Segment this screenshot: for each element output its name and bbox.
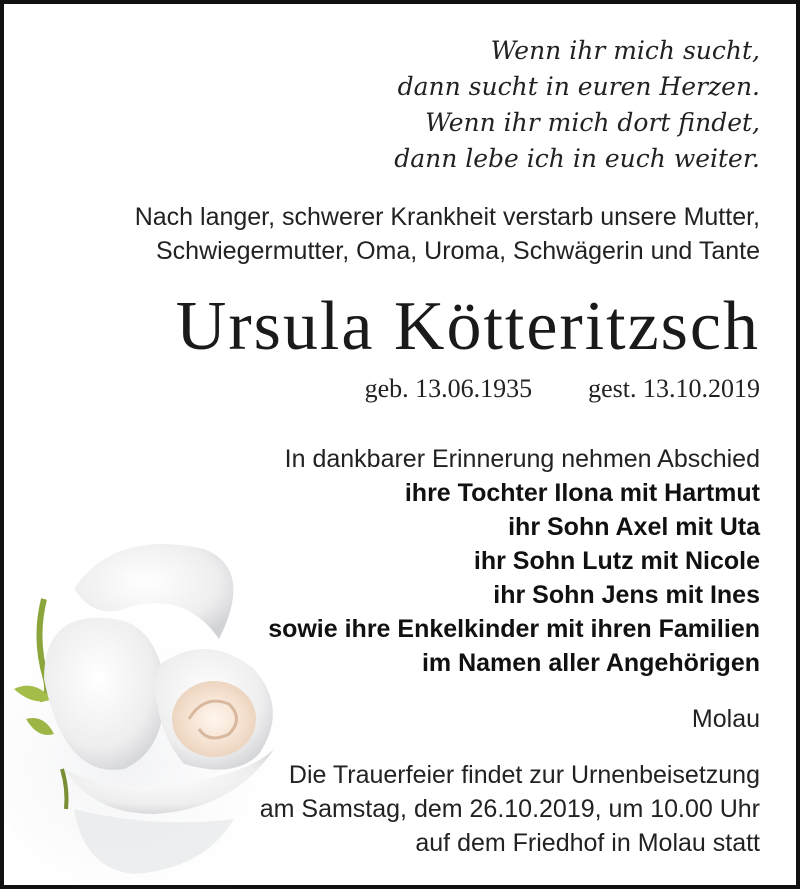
farewell-line: In dankbarer Erinnerung nehmen Abschied [284,445,760,473]
birth-date: geb. 13.06.1935 [364,374,533,403]
mourner-line: ihr Sohn Lutz mit Nicole [473,547,760,575]
mourner-line: im Namen aller Angehörigen [421,649,760,677]
funeral-line: am Samstag, dem 26.10.2019, um 10.00 Uhr [259,795,760,823]
poem-line: Wenn ihr mich dort findet, [425,108,760,137]
poem-line: dann lebe ich in euch weiter. [394,144,760,173]
intro-line: Schwiegermutter, Oma, Uroma, Schwägerin und Tante [156,237,760,265]
life-dates [365,374,760,404]
intro-line: Nach langer, schwerer Krankheit verstarb unsere Mutter, [134,203,760,231]
poem-line: Wenn ihr mich sucht, [490,36,760,65]
deceased-name: Ursula Kötteritzsch [175,288,760,365]
mourner-line: ihr Sohn Jens mit Ines [493,581,760,609]
funeral-line: auf dem Friedhof in Molau statt [415,829,760,857]
mourner-line: sowie ihre Enkelkinder mit ihren Familien [268,615,760,643]
notice-text [4,4,800,889]
mourner-line: ihre Tochter Ilona mit Hartmut [404,479,760,507]
death-date: gest. 13.10.2019 [588,374,760,403]
mourner-line: ihr Sohn Axel mit Uta [508,513,760,541]
poem-line: dann sucht in euren Herzen. [397,72,760,101]
funeral-line: Die Trauerfeier findet zur Urnenbeisetzung [288,761,760,789]
place-name: Molau [691,705,760,733]
